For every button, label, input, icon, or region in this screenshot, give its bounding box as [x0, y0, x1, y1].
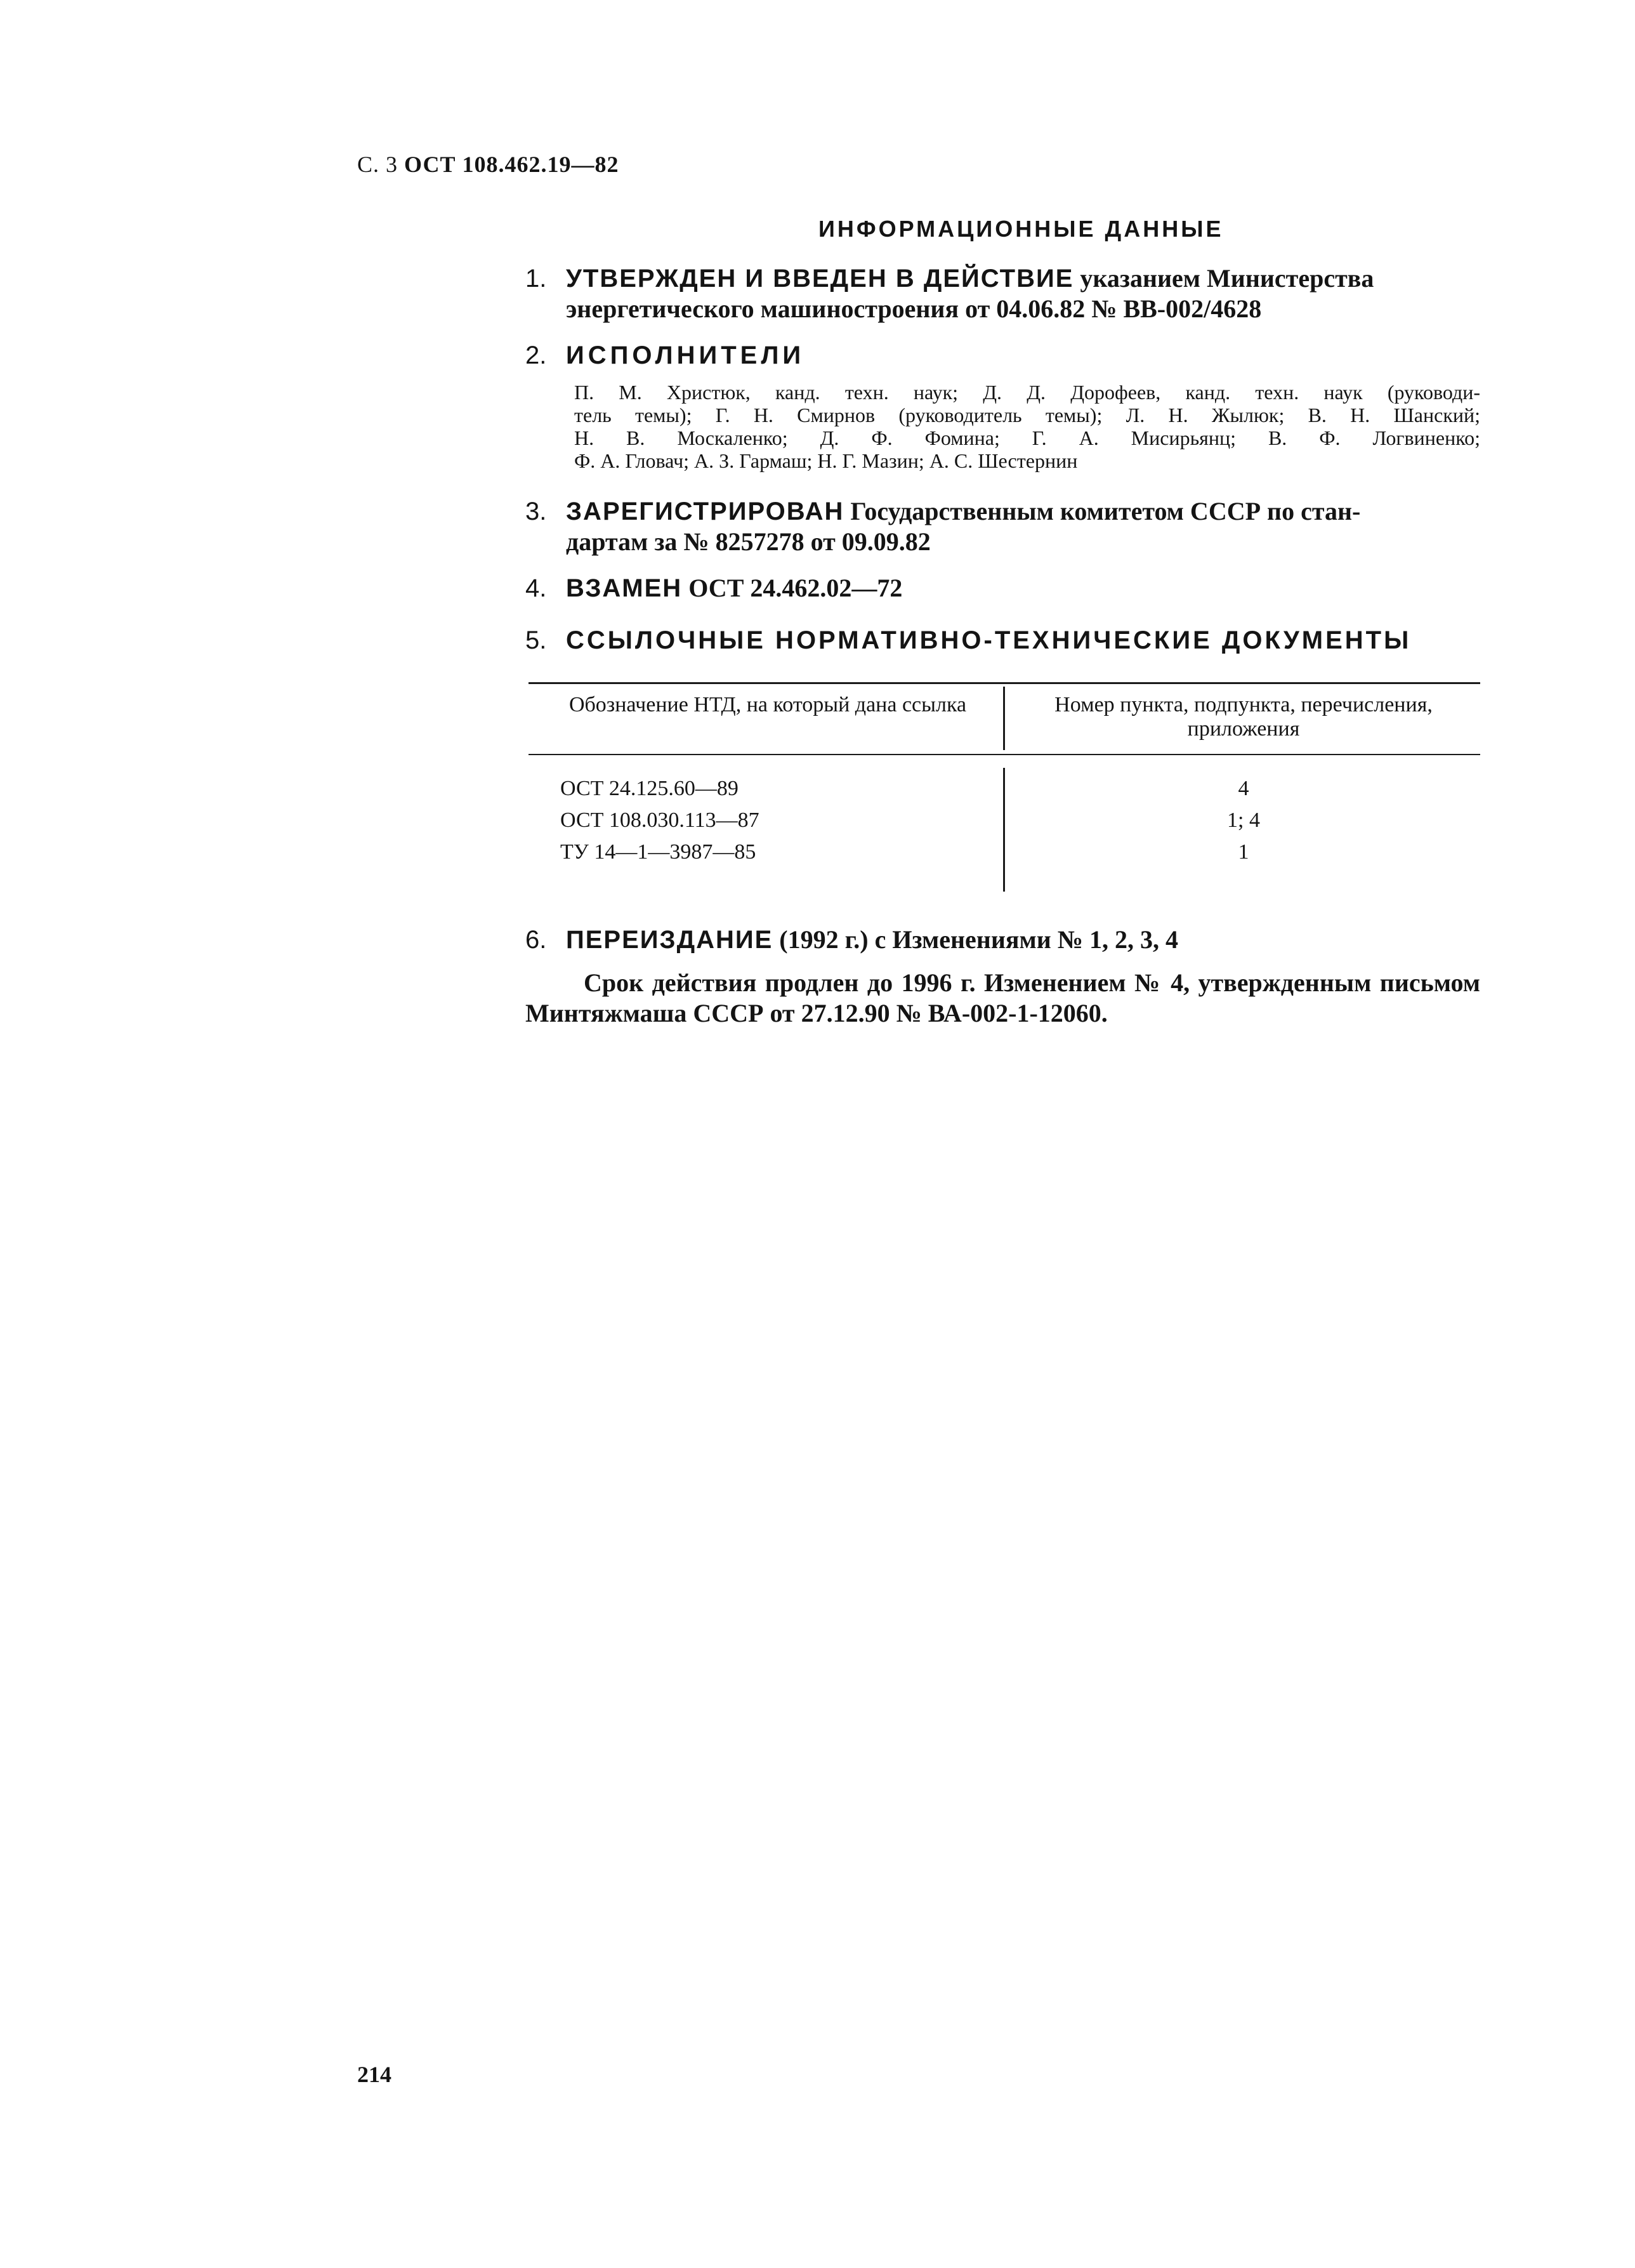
table-cell-clause: 4: [1238, 777, 1249, 800]
item-number: 3.: [525, 498, 547, 525]
item-number: 4.: [525, 574, 547, 602]
item-continuation: дартам за № 8257278 от 09.09.82: [566, 527, 931, 556]
item-number: 1.: [525, 265, 547, 293]
item-text: Государственным комитетом СССР по стан-: [844, 497, 1361, 525]
table-cell-document: ОСТ 24.125.60—89: [560, 777, 739, 800]
table-body-divider: [1003, 768, 1005, 892]
table-cell-document: ТУ 14—1—3987—85: [560, 840, 756, 864]
table-cell-clause: 1; 4: [1227, 808, 1260, 832]
item-lead: ИСПОЛНИТЕЛИ: [566, 341, 805, 369]
item-lead: ПЕРЕИЗДАНИЕ: [566, 926, 773, 954]
item-replaces: [525, 573, 1480, 603]
developers-line: тель темы); Г. Н. Смирнов (руководитель темы); Л. Н. Жылюк; В. Н. Шанский;: [574, 404, 1480, 426]
validity-note: Срок действия продлен до 1996 г. Изменением № 4, утвержденным письмом Минтяжмаша СССР от 27.12.90 № ВА-002-1-12060.: [525, 968, 1480, 1027]
item-text: (1992 г.) с Изменениями № 1, 2, 3, 4: [773, 925, 1178, 954]
developers-list: [574, 381, 1480, 472]
item-registered: [525, 496, 1480, 557]
item-references: [525, 625, 1480, 656]
developers-line: Ф. А. Гловач; А. З. Гармаш; Н. Г. Мазин; А. С. Шестернин: [574, 449, 1078, 472]
standard-designation: ОСТ 108.462.19—82: [404, 152, 619, 177]
item-number: 2.: [525, 341, 547, 369]
item-lead: ЗАРЕГИСТРИРОВАН: [566, 498, 844, 525]
item-lead: УТВЕРЖДЕН И ВВЕДЕН В ДЕЙСТВИЕ: [566, 265, 1074, 293]
section-title: ИНФОРМАЦИОННЫЕ ДАННЫЕ: [818, 216, 1224, 242]
table-header-clause: Номер пункта, подпункта, перечисления, приложения: [1054, 693, 1433, 741]
developers-line: П. М. Христюк, канд. техн. наук; Д. Д. Дорофеев, канд. техн. наук (руководи-: [574, 381, 1480, 404]
table-header-divider: [1003, 687, 1005, 750]
table-top-rule: [529, 682, 1480, 684]
item-number: 5.: [525, 626, 547, 654]
page-header: [357, 151, 619, 178]
table-cell-clause: 1: [1238, 840, 1249, 864]
item-text: ОСТ 24.462.02—72: [682, 574, 903, 602]
item-lead: ССЫЛОЧНЫЕ НОРМАТИВНО-ТЕХНИЧЕСКИЕ ДОКУМЕНТЫ: [566, 626, 1412, 654]
item-text: указанием Министерства: [1074, 264, 1374, 293]
table-header-rule: [529, 754, 1480, 755]
item-reissue: [525, 925, 1480, 955]
item-number: 6.: [525, 926, 547, 954]
item-continuation: энергетического машиностроения от 04.06.82 № ВВ-002/4628: [566, 294, 1262, 323]
page-header-prefix: С. 3: [357, 152, 398, 177]
table-cell-document: ОСТ 108.030.113—87: [560, 808, 759, 832]
table-header-document: Обозначение НТД, на который дана ссылка: [568, 693, 967, 716]
item-approved: [525, 263, 1480, 324]
item-developers: [525, 340, 1480, 371]
page-number: 214: [357, 2062, 391, 2087]
item-lead: ВЗАМЕН: [566, 574, 683, 602]
developers-line: Н. В. Москаленко; Д. Ф. Фомина; Г. А. Мисирьянц; В. Ф. Логвиненко;: [574, 426, 1480, 449]
